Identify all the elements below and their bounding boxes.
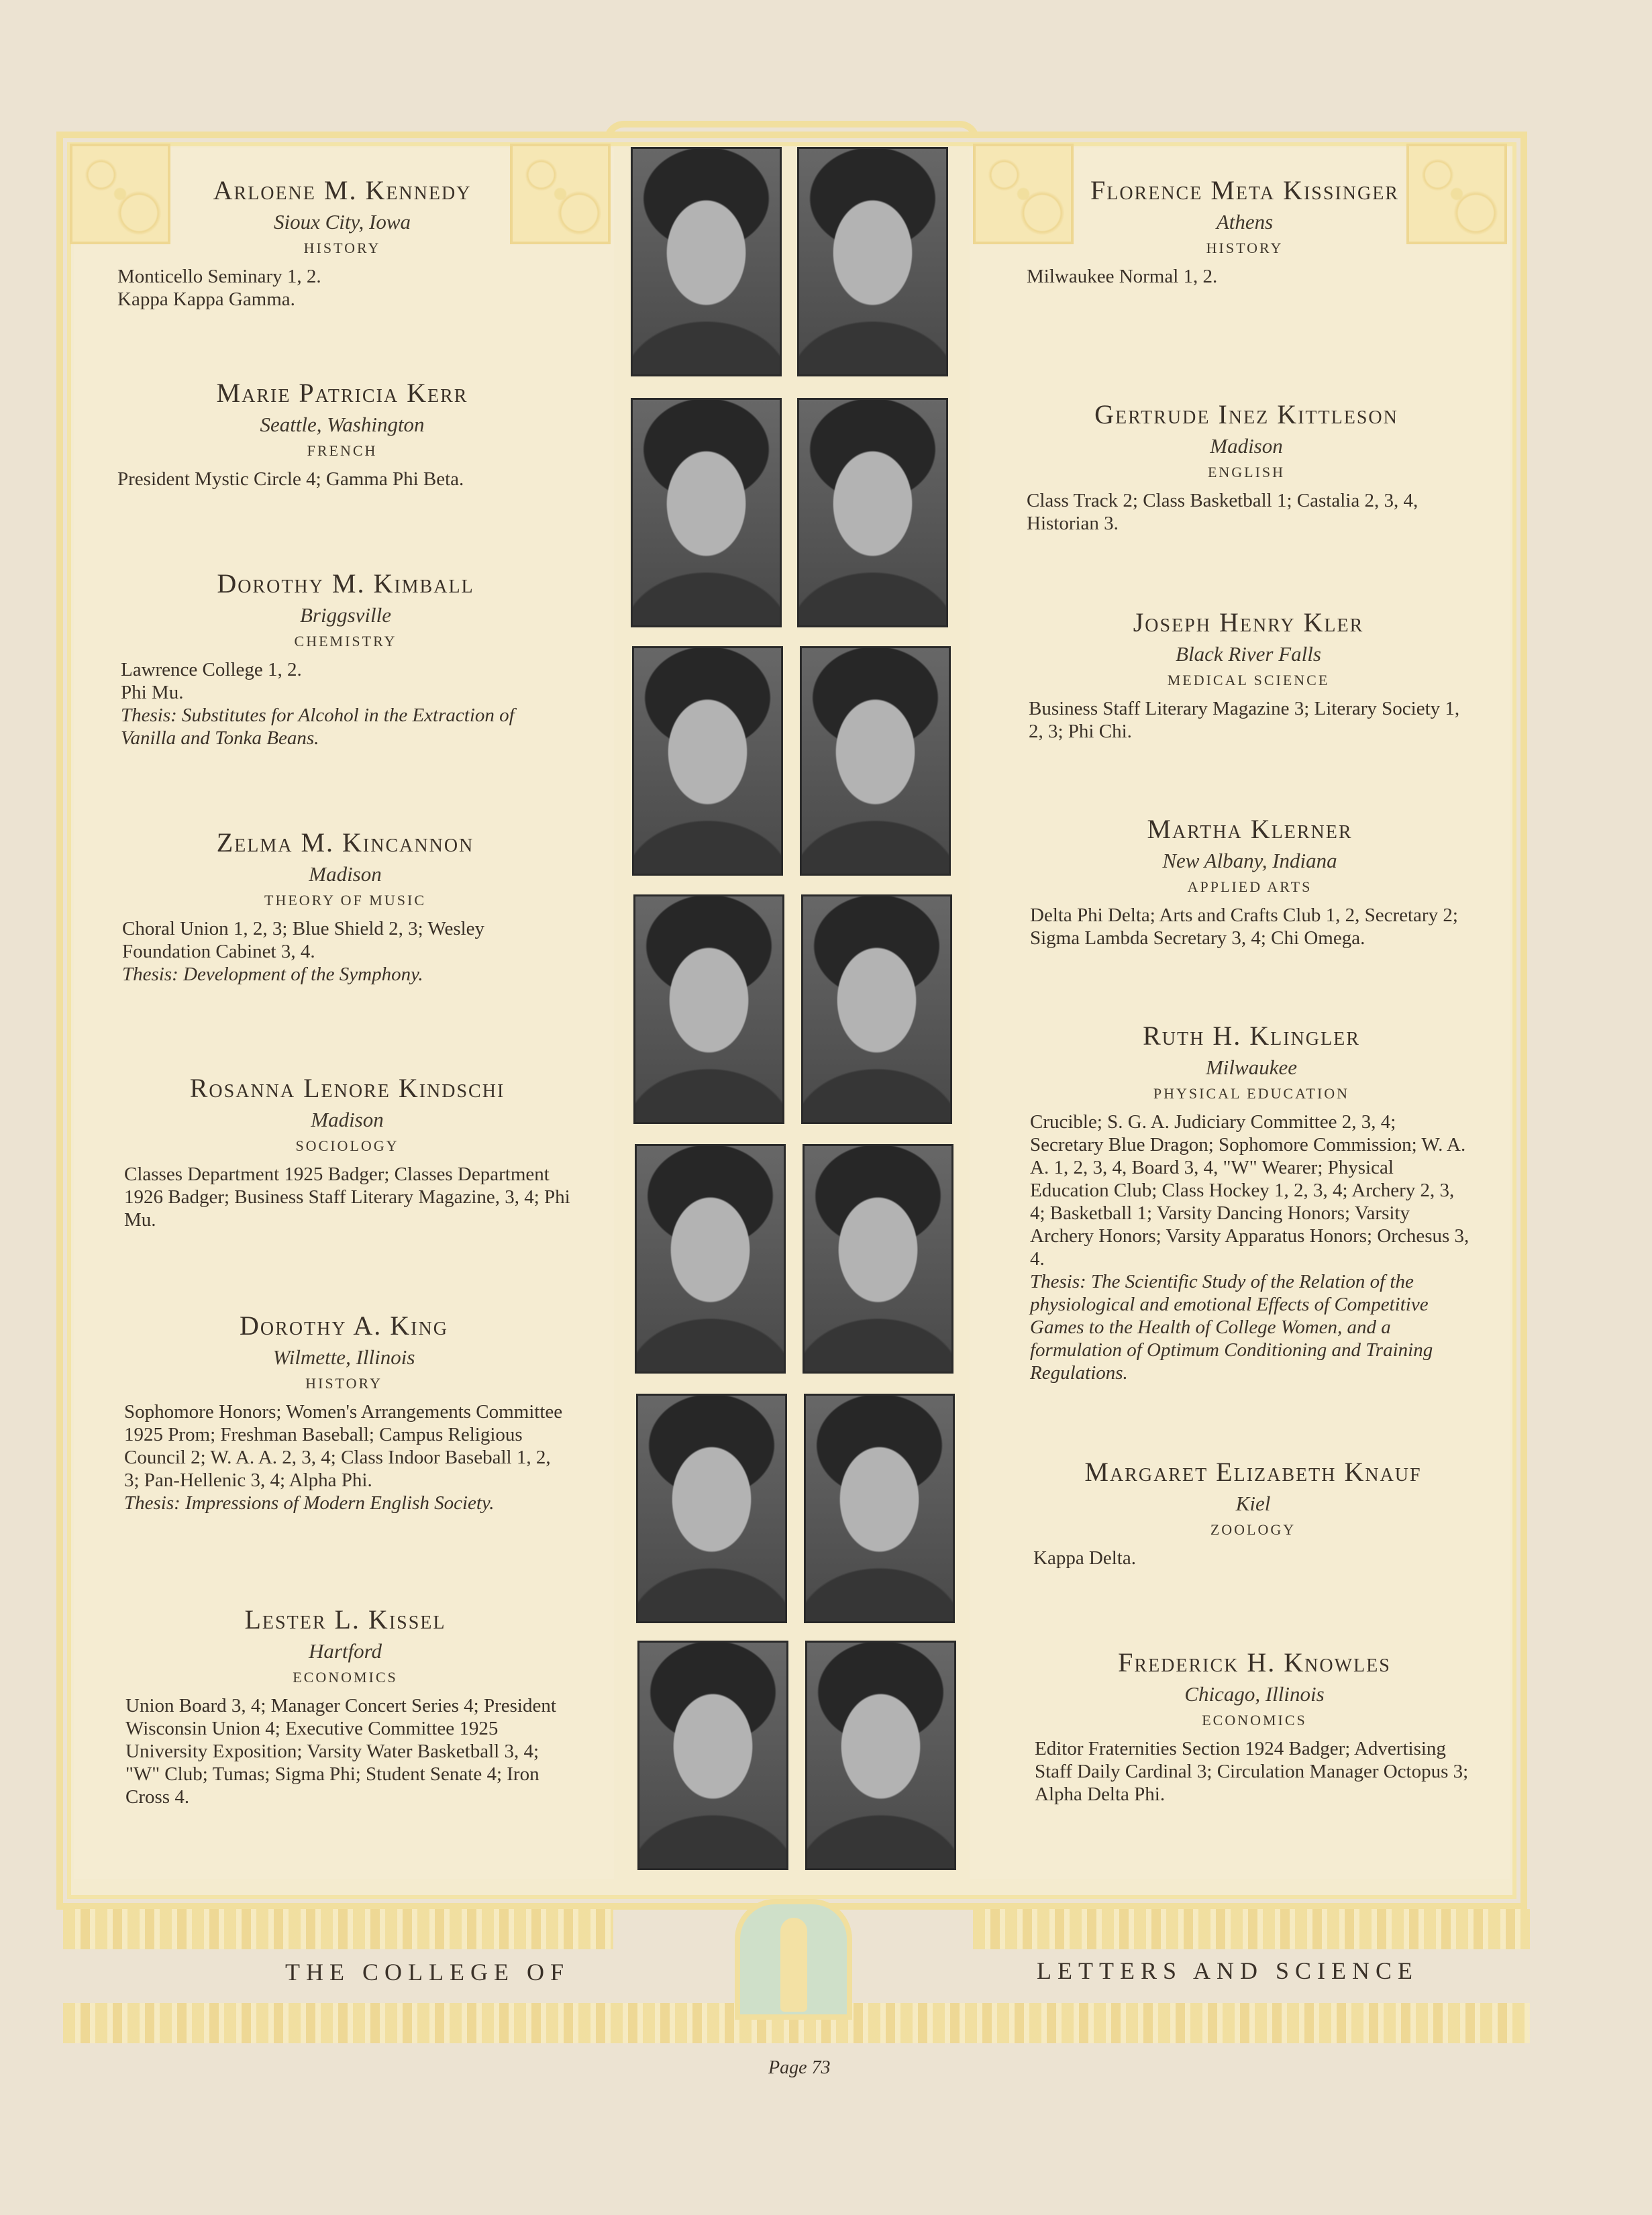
student-major: THEORY OF MUSIC — [264, 892, 426, 909]
student-hometown: Sioux City, Iowa — [273, 210, 411, 234]
student-activities: Lawrence College 1, 2. Phi Mu. — [121, 659, 302, 704]
student-name: Marie Patricia Kerr — [216, 378, 468, 408]
student-activities: Editor Fraternities Section 1924 Badger; Advertising Staff Daily Cardinal 3; Circulation Manager Octopus 3; Alpha Delta Phi. — [1035, 1738, 1469, 1806]
student-entry — [124, 1074, 570, 1231]
portrait-column — [624, 144, 960, 1889]
student-name: Dorothy M. Kimball — [217, 568, 474, 599]
student-entry — [122, 828, 568, 986]
student-entry — [1030, 815, 1469, 949]
portrait-photo — [636, 1394, 787, 1623]
student-thesis: Thesis: Development of the Symphony. — [122, 964, 423, 986]
portrait-photo — [631, 147, 782, 376]
page-number: Page 73 — [768, 2057, 831, 2078]
student-entry — [117, 378, 567, 491]
student-major: APPLIED ARTS — [1187, 878, 1312, 896]
portrait-photo — [797, 398, 948, 627]
student-major: ENGLISH — [1207, 464, 1286, 481]
student-activities: Milwaukee Normal 1, 2. — [1027, 266, 1218, 288]
student-hometown: Briggsville — [299, 603, 392, 627]
student-activities: Class Track 2; Class Basketball 1; Castalia 2, 3, 4, Historian 3. — [1027, 490, 1418, 535]
student-major: MEDICAL SCIENCE — [1167, 672, 1330, 689]
portrait-photo — [631, 398, 782, 627]
student-major: HISTORY — [305, 1375, 382, 1392]
student-name: Ruth H. Klingler — [1143, 1021, 1360, 1051]
student-entry — [1035, 1648, 1474, 1806]
student-major: ECONOMICS — [293, 1669, 398, 1686]
student-hometown: New Albany, Indiana — [1162, 849, 1337, 872]
ornament-strip — [973, 1909, 1530, 1949]
portrait-photo — [635, 1144, 786, 1374]
student-hometown: Seattle, Washington — [260, 413, 425, 436]
student-activities: Delta Phi Delta; Arts and Crafts Club 1, 2, Secretary 2; Sigma Lambda Secretary 3, 4; Chi Omega. — [1030, 905, 1458, 949]
emblem-figure-icon — [735, 1899, 852, 2020]
student-hometown: Kiel — [1235, 1492, 1271, 1515]
student-hometown: Wilmette, Illinois — [272, 1345, 415, 1369]
portrait-photo — [797, 147, 948, 376]
student-activities: Classes Department 1925 Badger; Classes Department 1926 Badger; Business Staff Literary Magazine, 3, 4; Phi Mu. — [124, 1164, 570, 1231]
student-activities: Kappa Delta. — [1033, 1547, 1136, 1569]
portrait-photo — [801, 894, 952, 1124]
student-major: ECONOMICS — [1202, 1712, 1307, 1729]
student-thesis: Thesis: Substitutes for Alcohol in the Extraction of Vanilla and Tonka Beans. — [121, 705, 515, 750]
student-hometown: Chicago, Illinois — [1184, 1682, 1325, 1706]
student-activities: Union Board 3, 4; Manager Concert Series 4; President Wisconsin Union 4; Executive Committee 1925 University Exposition; Varsity Water Basketball 3, 4; "W" Club; Tumas; Sigma Phi; Student Senate 4; Iron Cross 4. — [125, 1695, 556, 1808]
student-major: HISTORY — [1206, 240, 1284, 257]
student-entry — [117, 176, 567, 311]
student-name: Martha Klerner — [1147, 814, 1353, 844]
student-name: Zelma M. Kincannon — [216, 827, 474, 858]
student-entry — [1030, 1021, 1473, 1384]
portrait-photo — [633, 894, 784, 1124]
student-activities: Business Staff Literary Magazine 3; Literary Society 1, 2, 3; Phi Chi. — [1029, 698, 1460, 743]
student-activities: Sophomore Honors; Women's Arrangements Committee 1925 Prom; Freshman Baseball; Campus Religious Council 2; W. A. A. 2, 3, 4; Class Indoor Baseball 1, 2, 3; Pan-Hellenic 3, 4; Alpha Phi. — [124, 1401, 563, 1492]
student-name: Florence Meta Kissinger — [1090, 175, 1399, 205]
student-hometown: Madison — [311, 1108, 384, 1131]
student-name: Arloene M. Kennedy — [213, 175, 472, 205]
student-hometown: Athens — [1216, 210, 1274, 234]
student-entry — [1033, 1457, 1473, 1569]
student-name: Dorothy A. King — [240, 1310, 448, 1341]
student-name: Rosanna Lenore Kindschi — [189, 1073, 505, 1103]
student-name: Joseph Henry Kler — [1133, 607, 1364, 637]
student-hometown: Madison — [309, 862, 382, 886]
student-entry — [1027, 176, 1463, 288]
student-major: ZOOLOGY — [1210, 1521, 1296, 1539]
student-entry — [124, 1311, 564, 1514]
portrait-photo — [803, 1144, 953, 1374]
student-name: Margaret Elizabeth Knauf — [1084, 1457, 1422, 1487]
student-entry — [125, 1605, 565, 1808]
student-major: CHEMISTRY — [294, 633, 397, 650]
portrait-photo — [800, 646, 951, 876]
student-entry — [121, 569, 570, 750]
portrait-photo — [632, 646, 783, 876]
student-entry — [1027, 400, 1466, 535]
student-thesis: Thesis: Impressions of Modern English Society. — [124, 1492, 495, 1514]
portrait-photo — [804, 1394, 955, 1623]
ornament-strip — [63, 1909, 613, 1949]
student-activities: Crucible; S. G. A. Judiciary Committee 2, 3, 4; Secretary Blue Dragon; Sophomore Commission; W. A. A. 1, 2, 3, 4, Board 3, 4, "W" Wearer; Physical Education Club; Class Hockey 1, 2, 3, 4; Archery 2, 3, 4; Basketball 1; Varsity Dancing Honors; Varsity Archery Honors; Varsity Apparatus Honors; Orchesus 3, 4. — [1030, 1111, 1469, 1270]
student-name: Frederick H. Knowles — [1118, 1647, 1391, 1678]
student-name: Lester L. Kissel — [244, 1604, 446, 1635]
footer-right-title: LETTERS AND SCIENCE — [1037, 1957, 1419, 1984]
portrait-photo — [805, 1641, 956, 1870]
student-entry — [1029, 608, 1468, 743]
student-major: SOCIOLOGY — [295, 1137, 399, 1155]
student-thesis: Thesis: The Scientific Study of the Relation of the physiological and emotional Effects of Competitive Games to the Health of College Women, and a formulation of Optimum Conditioning and Training Regulations. — [1030, 1271, 1433, 1384]
student-major: PHYSICAL EDUCATION — [1153, 1085, 1350, 1102]
student-hometown: Black River Falls — [1176, 642, 1321, 666]
statue-icon — [780, 1918, 807, 2012]
portrait-photo — [637, 1641, 788, 1870]
student-activities: Monticello Seminary 1, 2. Kappa Kappa Gamma. — [117, 266, 321, 311]
student-activities: Choral Union 1, 2, 3; Blue Shield 2, 3; Wesley Foundation Cabinet 3, 4. — [122, 918, 485, 963]
student-major: HISTORY — [303, 240, 381, 257]
student-major: FRENCH — [307, 442, 378, 460]
student-hometown: Milwaukee — [1205, 1055, 1297, 1079]
student-hometown: Madison — [1210, 434, 1283, 458]
footer-left-title: THE COLLEGE OF — [285, 1959, 570, 1986]
student-hometown: Hartford — [308, 1639, 382, 1663]
student-activities: President Mystic Circle 4; Gamma Phi Beta. — [117, 468, 464, 491]
student-name: Gertrude Inez Kittleson — [1094, 399, 1398, 429]
